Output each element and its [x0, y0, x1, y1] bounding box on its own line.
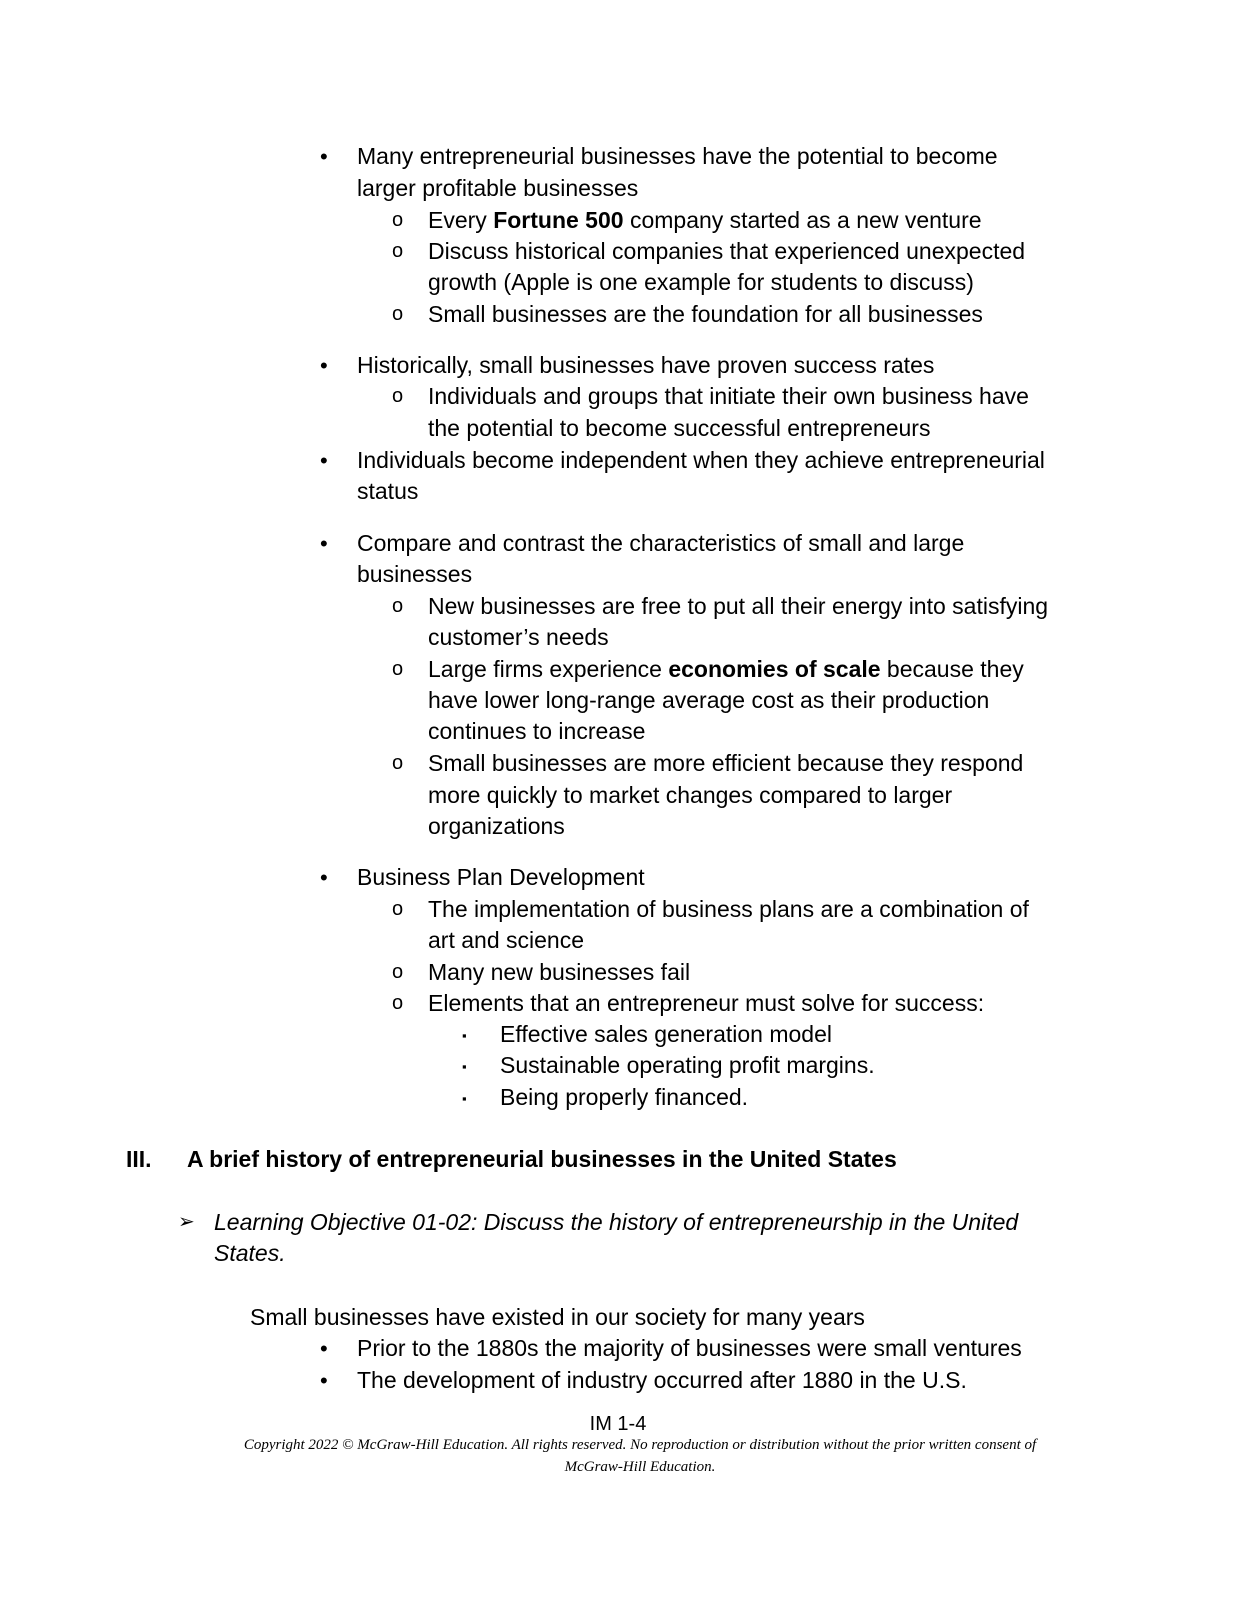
bullet-text: Historically, small businesses have proven success rates	[357, 352, 935, 378]
bullet-text: larger profitable businesses	[357, 175, 639, 201]
bullet-text: The development of industry occurred after 1880 in the U.S.	[357, 1367, 967, 1393]
section-heading: A brief history of entrepreneurial businesses in the United States	[187, 1146, 897, 1172]
bullet-marker: •	[320, 353, 328, 378]
arrow-bullet-icon: ➢	[178, 1211, 195, 1233]
section-numeral: III.	[126, 1146, 152, 1172]
learning-objective: States.	[214, 1240, 286, 1266]
sub-bullet-text: The implementation of business plans are a combination of	[428, 896, 1029, 922]
sub-bullet-marker: o	[392, 595, 404, 617]
sub-bullet-marker: o	[392, 752, 404, 774]
tertiary-bullet-text: Sustainable operating profit margins.	[500, 1052, 875, 1078]
bullet-text: Business Plan Development	[357, 864, 645, 890]
sub-bullet-text: organizations	[428, 813, 565, 839]
sub-bullet-text: art and science	[428, 927, 584, 953]
sub-bullet-text: Individuals and groups that initiate their own business have	[428, 383, 1029, 409]
sub-bullet-text: New businesses are free to put all their energy into satisfying	[428, 593, 1049, 619]
square-bullet-marker: ▪	[462, 1028, 467, 1043]
bullet-marker: •	[320, 1336, 328, 1361]
bold-term: economies of scale	[668, 656, 881, 682]
sub-bullet-text: Elements that an entrepreneur must solve for success:	[428, 990, 985, 1016]
square-bullet-marker: ▪	[462, 1091, 467, 1106]
sub-bullet-marker: o	[392, 961, 404, 983]
bullet-marker: •	[320, 144, 328, 169]
sub-bullet-text: Discuss historical companies that experienced unexpected	[428, 238, 1026, 264]
bullet-text: businesses	[357, 561, 473, 587]
sub-bullet-text: the potential to become successful entrepreneurs	[428, 415, 931, 441]
sub-bullet-marker: o	[392, 209, 404, 231]
sub-bullet-text: Small businesses are the foundation for all businesses	[428, 301, 983, 327]
sub-bullet-text: continues to increase	[428, 718, 646, 744]
copyright-notice	[210, 1434, 1070, 1478]
sub-bullet-text: growth (Apple is one example for students to discuss)	[428, 269, 974, 295]
square-bullet-marker: ▪	[462, 1059, 467, 1074]
bullet-text: Many entrepreneurial businesses have the potential to become	[357, 143, 998, 169]
sub-bullet-marker: o	[392, 992, 404, 1014]
paragraph-text: Small businesses have existed in our society for many years	[250, 1304, 865, 1330]
sub-bullet-marker: o	[392, 385, 404, 407]
sub-bullet-text: more quickly to market changes compared to larger	[428, 782, 953, 808]
bullet-text: Compare and contrast the characteristics of small and large	[357, 530, 965, 556]
sub-bullet-text: Large firms experience economies of scale because they	[428, 656, 1024, 682]
bullet-marker: •	[320, 865, 328, 890]
sub-bullet-text: customer’s needs	[428, 624, 609, 650]
sub-bullet-marker: o	[392, 303, 404, 325]
sub-bullet-marker: o	[392, 898, 404, 920]
sub-bullet-text: Every Fortune 500 company started as a new venture	[428, 207, 982, 233]
bullet-text: status	[357, 478, 419, 504]
page-number: IM 1-4	[589, 1413, 647, 1435]
tertiary-bullet-text: Effective sales generation model	[500, 1021, 832, 1047]
sub-bullet-text: Small businesses are more efficient because they respond	[428, 750, 1024, 776]
bullet-marker: •	[320, 1368, 328, 1393]
sub-bullet-text: Many new businesses fail	[428, 959, 691, 985]
learning-objective: Learning Objective 01-02: Discuss the history of entrepreneurship in the United	[214, 1209, 1019, 1235]
copyright-line: Copyright 2022 © McGraw-Hill Education. All rights reserved. No reproduction or distribution without the prior written consent of	[243, 1437, 1037, 1453]
bullet-marker: •	[320, 448, 328, 473]
tertiary-bullet-text: Being properly financed.	[500, 1084, 749, 1110]
bullet-marker: •	[320, 531, 328, 556]
sub-bullet-text: have lower long-range average cost as their production	[428, 687, 990, 713]
bullet-text: Prior to the 1880s the majority of businesses were small ventures	[357, 1335, 1022, 1361]
bold-term: Fortune 500	[493, 207, 624, 233]
sub-bullet-marker: o	[392, 658, 404, 680]
bullet-text: Individuals become independent when they achieve entrepreneurial	[357, 447, 1045, 473]
sub-bullet-marker: o	[392, 240, 404, 262]
copyright-line: McGraw-Hill Education.	[564, 1459, 716, 1475]
